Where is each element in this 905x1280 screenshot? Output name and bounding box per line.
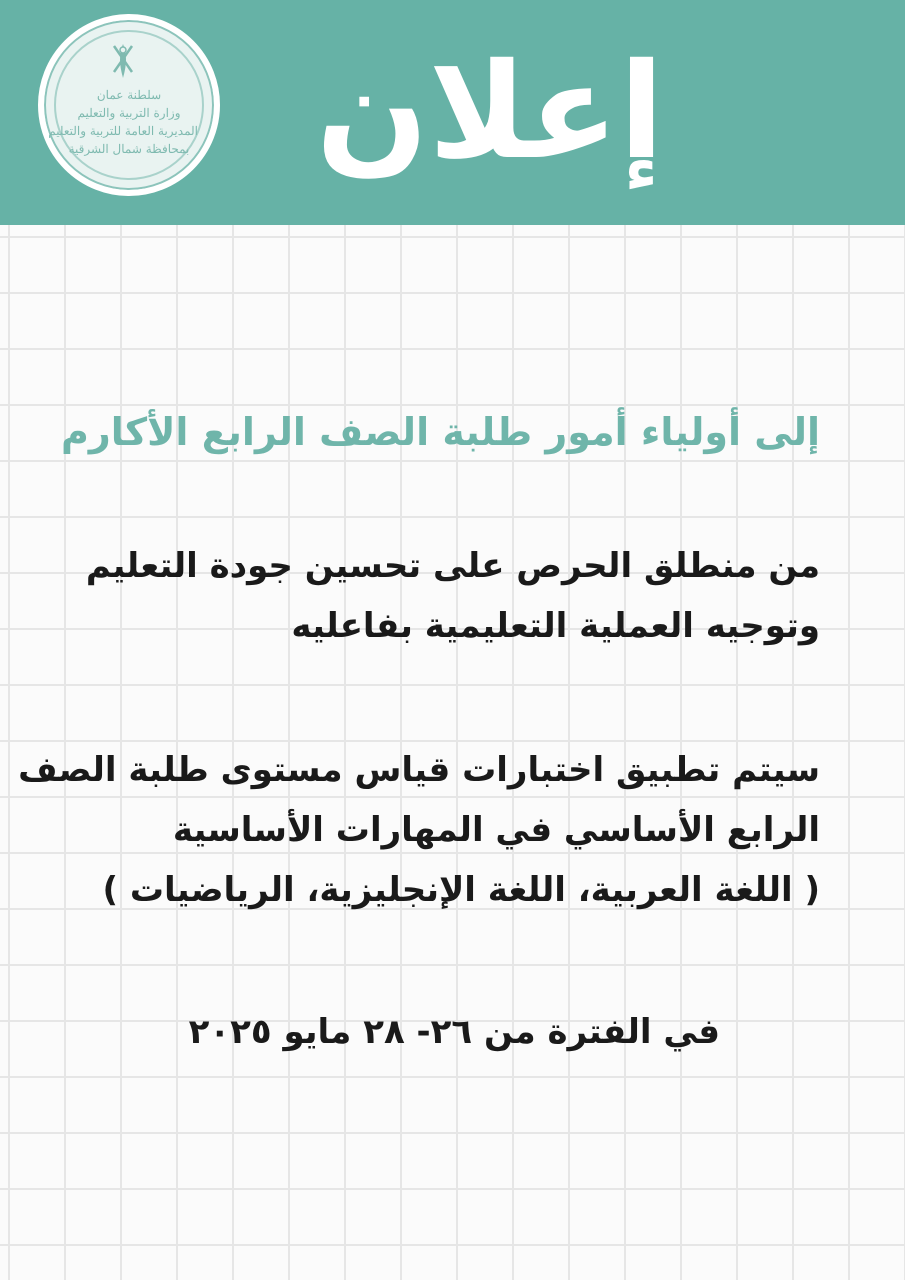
seal-line: وزارة التربية والتعليم: [77, 106, 181, 120]
seal-line: المديرية العامة للتربية والتعليم: [48, 124, 198, 138]
seal-text: [48, 86, 198, 158]
subjects-line: ( اللغة العربية، اللغة الإنجليزية، الرياضيات ): [102, 870, 820, 910]
tests-line: سيتم تطبيق اختبارات قياس مستوى طلبة الصف: [18, 750, 820, 790]
oman-emblem-seal-icon: [110, 42, 136, 80]
header-banner: [0, 0, 905, 225]
date-paragraph: [160, 1002, 720, 1062]
tests-paragraph: [18, 740, 820, 920]
tests-line: الرابع الأساسي في المهارات الأساسية: [172, 810, 820, 850]
ministry-seal: [38, 14, 220, 196]
greeting-line: إلى أولياء أمور طلبة الصف الرابع الأكارم: [61, 410, 820, 454]
intro-line: وتوجيه العملية التعليمية بفاعليه: [291, 606, 820, 646]
intro-line: من منطلق الحرص على تحسين جودة التعليم: [85, 546, 820, 586]
intro-paragraph: [40, 536, 820, 656]
date-line: في الفترة من ٢٦- ٢٨ مايو ٢٠٢٥: [188, 1012, 720, 1052]
announcement-title: إعلان: [315, 35, 665, 189]
seal-line: بمحافظة شمال الشرقية: [68, 142, 190, 156]
seal-line: سلطنة عمان: [96, 88, 162, 102]
